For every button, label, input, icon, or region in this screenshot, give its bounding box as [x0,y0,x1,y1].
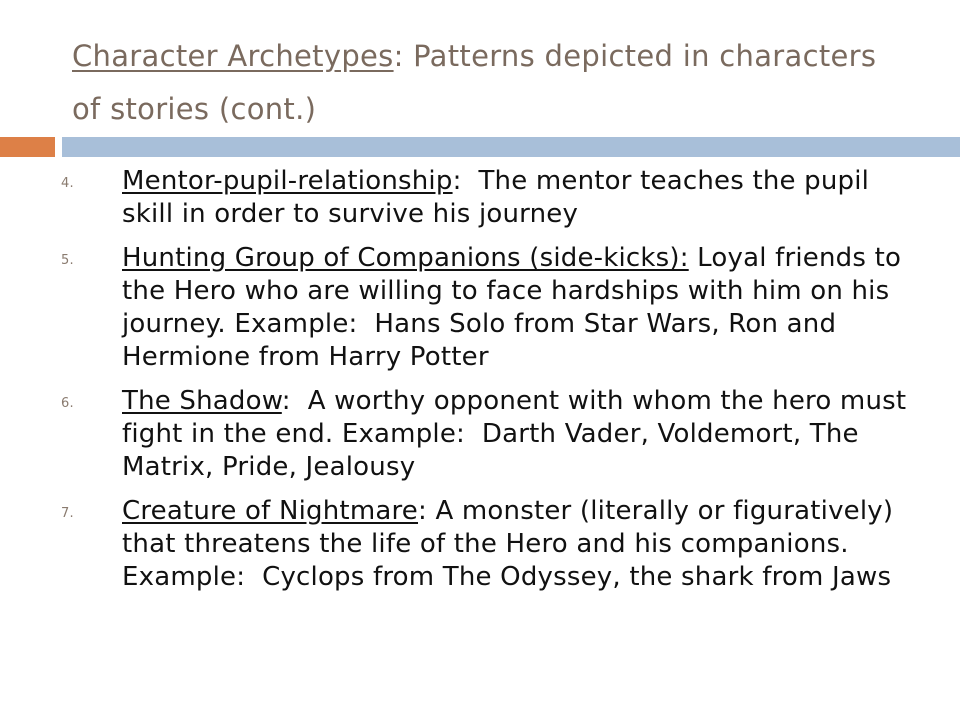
item-separator: : [281,386,291,416]
item-number: 7. [61,506,74,521]
item-text: The mentor teaches the pupil skill in order to survive his journey [122,166,878,229]
item-text: Loyal friends to the Hero who are willing to face hardships with him on his journey. Example: Hans Solo from Star Wars, Ron and Hermione from Harry Potter [122,243,910,372]
title-rest: : Patterns depicted in characters of stories (cont.) [72,39,877,126]
item-number: 5. [61,253,74,268]
item-number: 6. [61,396,74,411]
list-item [0,385,960,484]
item-text: A worthy opponent with whom the hero must fight in the end. Example: Darth Vader, Voldemort, The Matrix, Pride, Jealousy [122,386,915,482]
item-number: 4. [61,176,74,191]
item-term: Hunting Group of Companions (side-kicks): [122,243,689,273]
item-term: The Shadow [122,386,282,416]
title-term: Character Archetypes [72,39,394,73]
accent-bar-blue [62,137,960,157]
slide-title [72,30,912,136]
item-separator: : [452,166,462,196]
item-term: Mentor-pupil-relationship [122,166,453,196]
list-item [0,495,960,594]
list-item [0,242,960,374]
list-item [0,165,960,231]
accent-bar-orange [0,137,55,157]
archetype-list [0,165,960,605]
item-term: Creature of Nightmare [122,496,419,526]
item-separator: : [418,496,427,526]
item-text: A monster (literally or figuratively) that threatens the life of the Hero and his companions. Example: Cyclops from The Odyssey, the shark from Jaws [122,496,902,592]
